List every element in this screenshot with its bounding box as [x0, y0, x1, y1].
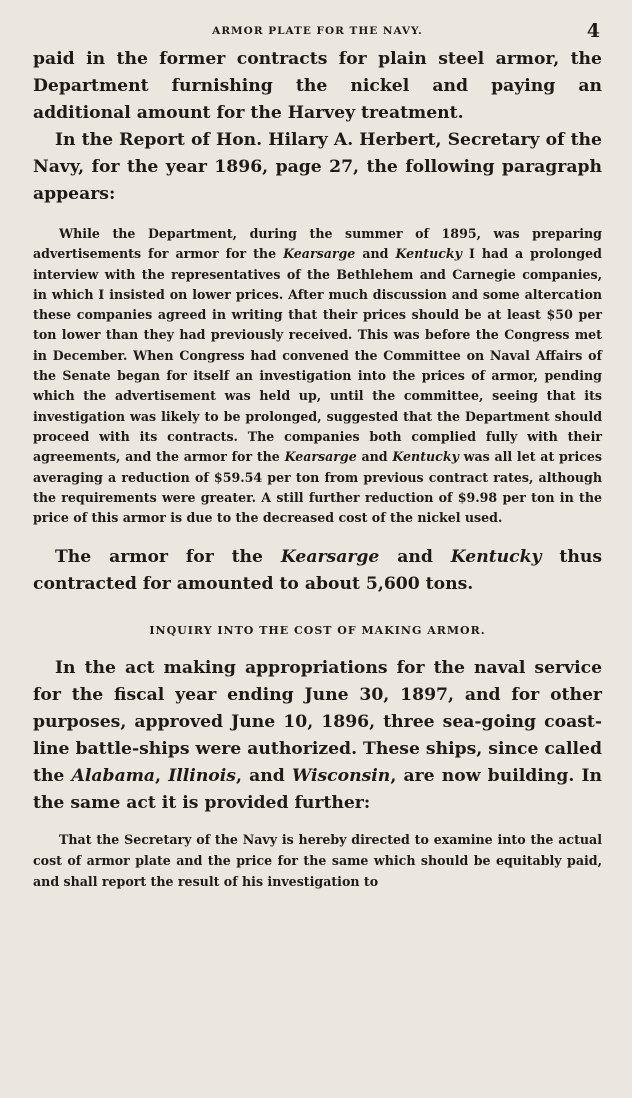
paragraph-text: and: [379, 547, 451, 568]
paragraph-text: In the act making appropriations for the naval service for the fiscal year ending June 30, 1897, and for other purposes, approved June 10, 1896, three sea-going coast-line battle-ships were authorized. These ships, since called the: [33, 658, 602, 787]
ship-name: Illinois: [168, 766, 236, 787]
header-title: ARMOR PLATE FOR THE NAVY.: [212, 25, 423, 37]
paragraph-text: , are now building. In the same act it is provided further:: [33, 766, 603, 814]
ship-name: Wisconsin: [291, 766, 391, 787]
paragraph-text: , and: [235, 766, 292, 787]
paragraph-text: The armor for the: [55, 547, 281, 568]
paragraph-tonnage: [33, 544, 602, 598]
section-heading: INQUIRY INTO THE COST OF MAKING ARMOR.: [149, 624, 486, 638]
quote-text: and: [355, 246, 396, 262]
paragraph-report-intro: In the Report of Hon. Hilary A. Herbert, Secretary of the Navy, for the year 1896, page 27, the following paragraph appears:: [33, 130, 602, 204]
ship-name: Kentucky: [392, 449, 459, 465]
running-header: [33, 16, 602, 46]
quote-text: and: [356, 449, 393, 465]
paragraph-continuation: paid in the former contracts for plain steel armor, the Department furnishing the nickel and paying an additional amount for the Harvey treatment.: [33, 49, 602, 123]
quote-text: I had a prolonged interview with the representatives of the Bethlehem and Carnegie companies, in which I insisted on lower prices. After much discussion and some altercation these companies agreed in writing that their prices should be at least $50 per ton lower than they had previously received. This was before the Congress met in December. When Congress had convened the Committee on Naval Affairs of the Senate began for itself an investigation into the prices of armor, pending which the advertisement was held up, until the committee, seeing that its investigation was likely to be prolonged, suggested that the Department should proceed with its contracts. The companies both complied fully with their agreements, and the armor for the: [33, 246, 602, 465]
paragraph-appropriations-act: [33, 655, 602, 817]
ship-name: Kearsarge: [283, 246, 356, 262]
ship-name: Kearsarge: [280, 547, 380, 568]
paragraph-text: ,: [155, 766, 169, 787]
paragraph-text: thus contracted for amounted to about 5,600 tons.: [33, 547, 602, 595]
quoted-act-excerpt: That the Secretary of the Navy is hereby directed to examine into the actual cost of armor plate and the price for the same which should be equitably paid, and shall report the result of his investigation to: [33, 832, 602, 890]
quote-text: While the Department, during the summer of 1895, was preparing advertisements for armor for the: [33, 226, 602, 262]
ship-name: Kentucky: [450, 547, 542, 568]
quoted-report-excerpt: [33, 224, 602, 528]
page-number: 4: [586, 20, 600, 42]
ship-name: Kentucky: [395, 246, 462, 262]
quote-text: was all let at prices averaging a reduction of $59.54 per ton from previous contract rates, although the requirements were greater. A still further reduction of $9.98 per ton in the price of this armor is due to the decreased cost of the nickel used.: [33, 449, 602, 526]
ship-name: Kearsarge: [284, 449, 357, 465]
ship-name: Alabama: [71, 766, 156, 787]
